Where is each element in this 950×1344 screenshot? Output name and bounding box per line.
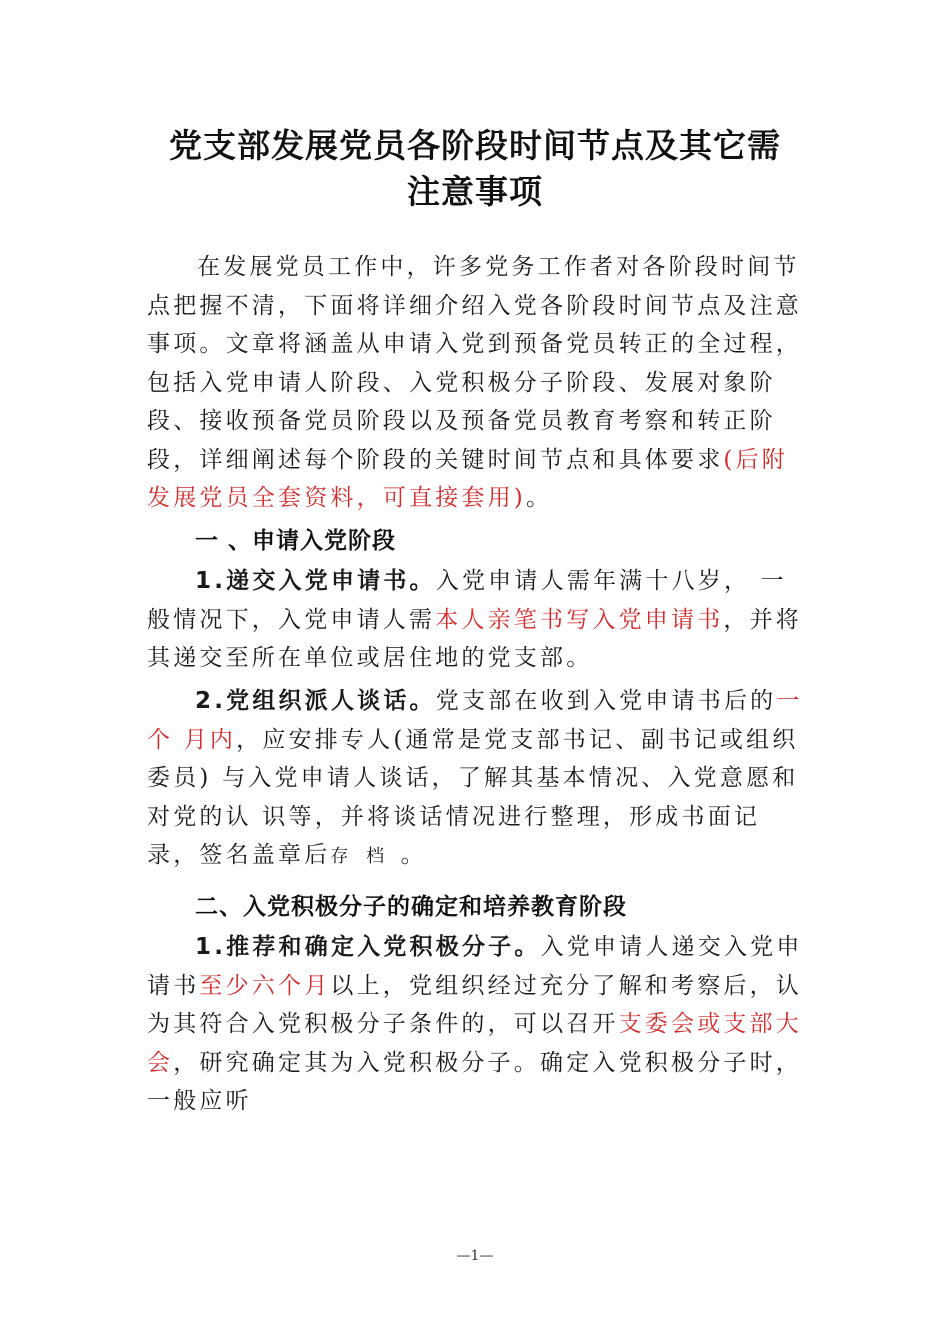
intro-text: 在发展党员工作中，许多党务工作者对各阶段时间节点把握不清，下面将详细介绍入党各阶段时间节点及注意事项。文章将涵盖从申请入党到预备党员转正的全过程，包括入党申请人阶段、入党积极分子阶段、发展对象阶段、接收预备党员阶段以及预备党员教育考察和转正阶段，详细阐述每个阶段的关键时间节点和具体要求 [147, 254, 802, 473]
page-title-line1: 党支部发展党员各阶段时间节点及其它需 [169, 126, 781, 165]
section1-item2 [147, 682, 807, 877]
section1-item1 [147, 562, 807, 678]
s1-item1-bold: 递交入党申请书。 [226, 568, 436, 594]
section2-heading: 二、入党积极分子的确定和培养教育阶段 [195, 894, 627, 920]
s2-item1-bold: 推荐和确定入党积极分子。 [226, 934, 541, 960]
s2-item1-num: 1. [195, 934, 227, 960]
s1-item2-small: 存 档 [330, 846, 391, 867]
s1-item2-text2: ，应安排专人(通常是党支部书记、副书记或组织委员) 与入党申请人谈话，了解其基本情况、入党意愿和对党的认 识等，并将谈话情况进行整理，形成书面记录，签名盖章后 [147, 726, 799, 868]
s1-item2-red: 一个 月内 [147, 688, 803, 753]
s2-item1-text2: 以上，党组织经过充分了解和考察后，认为其符合入党积极分子条件的，可以召开 [147, 972, 803, 1037]
s2-item1-text3: ，研究确定其为入党积极分子。确定入党积极分子时， 一般应听 [147, 1049, 803, 1114]
s1-item1-red: 本人亲笔书写入党申请书 [435, 606, 724, 633]
s2-item1-red1: 至少六个月 [199, 972, 331, 999]
section2-item1 [147, 928, 807, 1121]
s2-item1-red2: 支委会或支部大会 [147, 1011, 803, 1076]
s1-item2-num: 2. [195, 688, 227, 714]
s1-item1-text2: ，并将其递交至所在单位或居住地的党支部。 [147, 606, 803, 671]
s2-item1-text1: 入党申请人递交入党申请书 [147, 934, 803, 999]
intro-end: 。 [525, 485, 553, 511]
s1-item1-text1: 入党申请人需年满十八岁， 一般情况下，入党申请人需 [147, 568, 787, 633]
intro-red-note: (后附发展党员全套资料，可直接套用) [147, 446, 788, 511]
section1-heading: 一 、申请入党阶段 [195, 528, 397, 554]
page-title-line2: 注意事项 [407, 172, 543, 211]
s1-item2-end: 。 [390, 842, 427, 868]
s1-item1-num: 1. [195, 568, 227, 594]
s1-item2-text1: 党支部在收到入党申请书后的 [435, 688, 777, 714]
page-number: —1— [456, 1248, 494, 1264]
s1-item2-bold: 党组织派人谈话。 [226, 688, 436, 714]
intro-paragraph [147, 248, 807, 518]
